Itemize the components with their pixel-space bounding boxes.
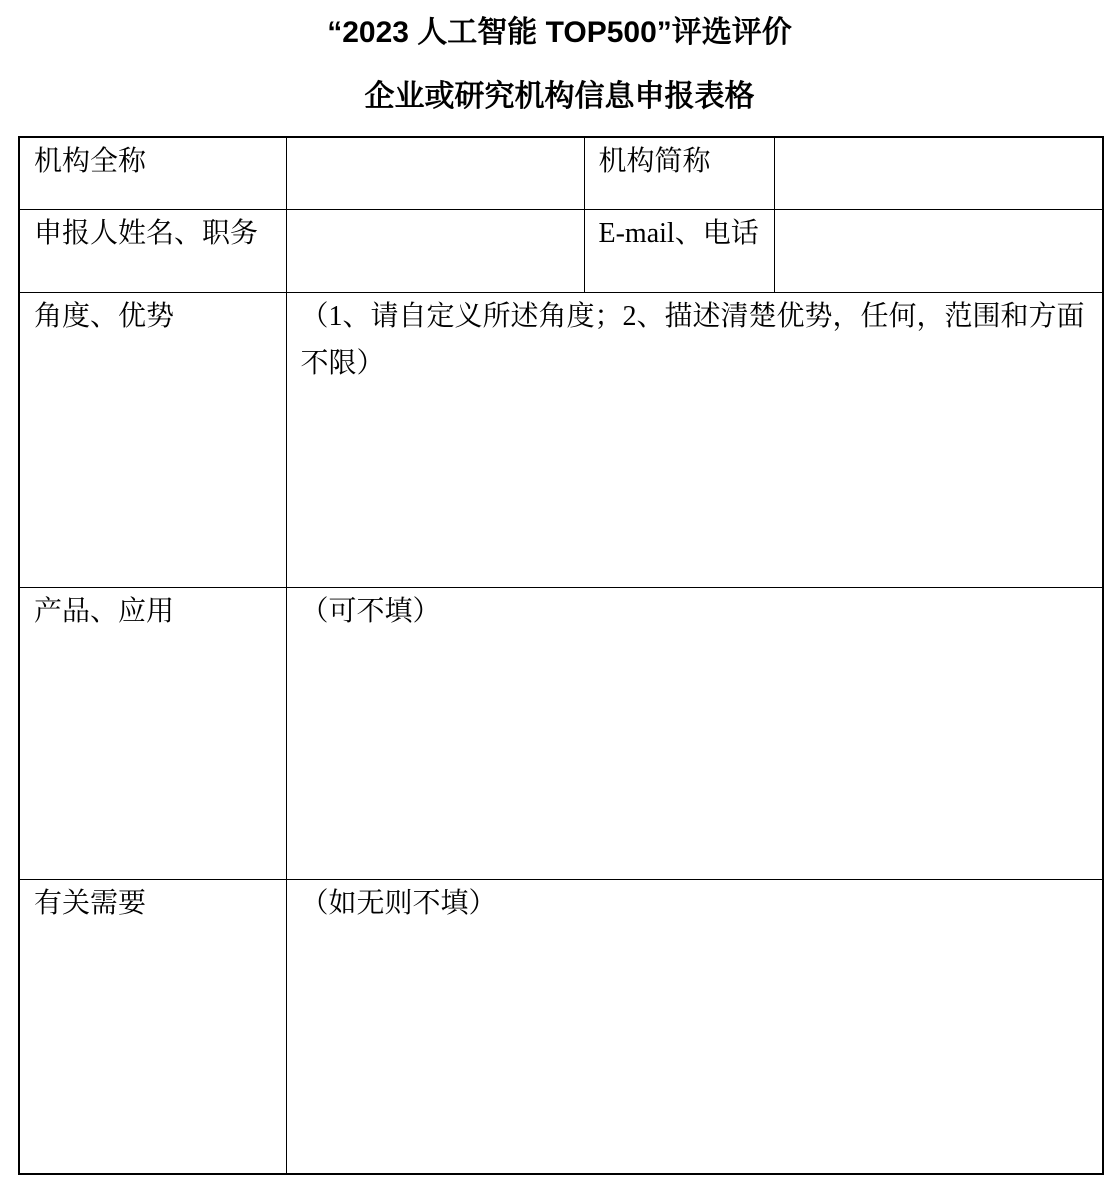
table-row <box>19 879 1103 1174</box>
org-full-name-input[interactable] <box>286 137 584 209</box>
related-needs-label: 有关需要 <box>19 879 286 1174</box>
title-line-1: “2023 人工智能 TOP500”评选评价 <box>327 16 792 49</box>
table-row <box>19 292 1103 587</box>
document-title <box>0 0 1119 115</box>
org-short-name-input[interactable] <box>774 137 1103 209</box>
org-short-name-label: 机构简称 <box>584 137 774 209</box>
product-application-label: 产品、应用 <box>19 587 286 879</box>
applicant-name-title-input[interactable] <box>286 209 584 292</box>
title-line-2: 企业或研究机构信息申报表格 <box>364 80 755 113</box>
application-form-table <box>18 136 1104 1175</box>
table-row <box>19 209 1103 292</box>
org-full-name-label: 机构全称 <box>19 137 286 209</box>
product-application-input[interactable]: （可不填） <box>286 587 1103 879</box>
table-row <box>19 137 1103 209</box>
related-needs-input[interactable]: （如无则不填） <box>286 879 1103 1174</box>
angle-advantage-input[interactable]: （1、请自定义所述角度；2、描述清楚优势，任何，范围和方面不限） <box>286 292 1103 587</box>
email-phone-input[interactable] <box>774 209 1103 292</box>
email-phone-label: E-mail、电话 <box>584 209 774 292</box>
applicant-name-title-label: 申报人姓名、职务 <box>19 209 286 292</box>
angle-advantage-label: 角度、优势 <box>19 292 286 587</box>
table-row <box>19 587 1103 879</box>
